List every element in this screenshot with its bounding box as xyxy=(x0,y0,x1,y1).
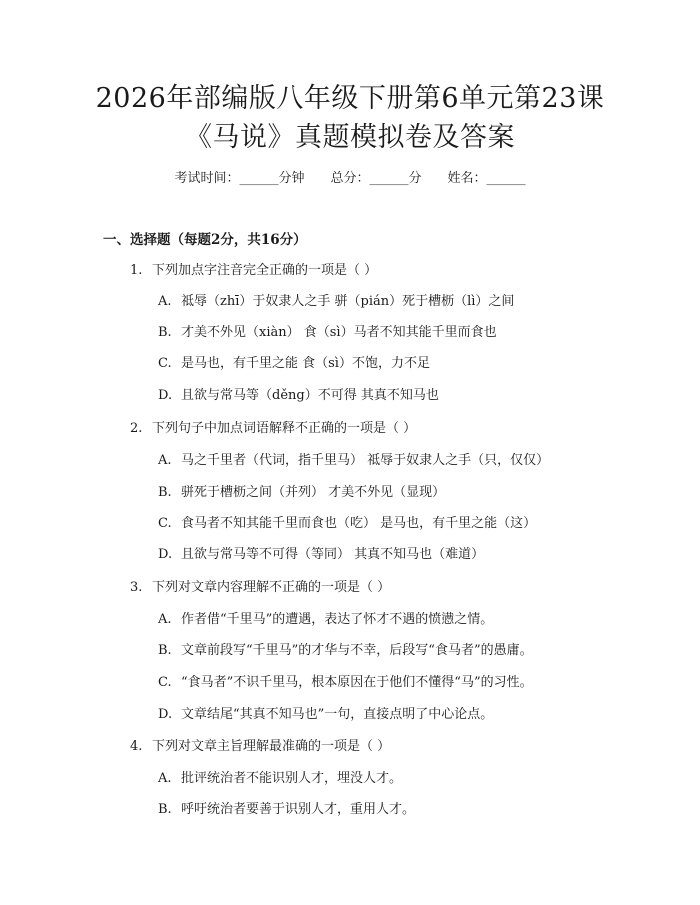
option-letter: D. xyxy=(158,388,173,403)
question-3-option-c xyxy=(158,674,533,692)
question-4-option-a xyxy=(158,770,402,788)
option-text: 骈死于槽枥之间（并列） 才美不外见（显现） xyxy=(181,485,446,500)
question-3-option-d xyxy=(158,706,493,724)
question-text: 下列句子中加点词语解释不正确的一项是（ ） xyxy=(152,421,417,436)
question-1-option-d xyxy=(158,387,439,405)
option-text: 文章前段写“千里马”的才华与不幸，后段写“食马者”的愚庸。 xyxy=(181,643,533,658)
question-number: 3. xyxy=(130,580,143,595)
question-2-option-b xyxy=(158,484,445,502)
option-text: 且欲与常马等（děng）不可得 其真不知马也 xyxy=(181,388,439,403)
question-2-option-c xyxy=(158,515,536,533)
question-3-option-a xyxy=(158,611,493,629)
question-text: 下列对文章主旨理解最准确的一项是（ ） xyxy=(152,739,391,754)
option-letter: A. xyxy=(158,771,172,786)
page-subtitle: 《马说》真题模拟卷及答案 xyxy=(185,122,515,153)
option-letter: B. xyxy=(158,802,172,817)
option-text: 祗辱（zhī）于奴隶人之手 骈（pián）死于槽枥（lì）之间 xyxy=(181,294,515,309)
question-2-stem xyxy=(130,420,416,438)
option-text: 马之千里者（代词，指千里马） 祗辱于奴隶人之手（只，仅仅） xyxy=(181,453,550,468)
option-letter: B. xyxy=(158,485,172,500)
question-text: 下列对文章内容理解不正确的一项是（ ） xyxy=(152,580,391,595)
question-3-stem xyxy=(130,579,390,597)
option-letter: C. xyxy=(158,675,172,690)
option-letter: A. xyxy=(158,612,172,627)
option-letter: B. xyxy=(158,643,172,658)
exam-meta xyxy=(0,170,700,188)
question-1-stem xyxy=(130,262,377,280)
option-text: “食马者”不识千里马，根本原因在于他们不懂得“马”的习性。 xyxy=(181,675,533,690)
question-2-option-d xyxy=(158,546,484,564)
total-score-field: 总分：______分 xyxy=(330,171,422,186)
option-letter: B. xyxy=(158,325,172,340)
question-number: 2. xyxy=(130,421,143,436)
question-number: 1. xyxy=(130,263,143,278)
page-title: 2026年部编版八年级下册第6单元第23课 xyxy=(95,83,605,114)
question-4-option-b xyxy=(158,801,415,819)
option-text: 呼吁统治者要善于识别人才，重用人才。 xyxy=(181,802,416,817)
option-letter: A. xyxy=(158,453,172,468)
question-text: 下列加点字注音完全正确的一项是（ ） xyxy=(152,263,378,278)
option-letter: A. xyxy=(158,294,172,309)
option-text: 才美不外见（xiàn） 食（sì）马者不知其能千里而食也 xyxy=(181,325,497,340)
question-number: 4. xyxy=(130,739,143,754)
question-1-option-c xyxy=(158,355,430,373)
option-text: 且欲与常马等不可得（等同） 其真不知马也（难道） xyxy=(181,547,485,562)
question-2-option-a xyxy=(158,452,549,470)
option-letter: D. xyxy=(158,547,173,562)
name-field: 姓名：______ xyxy=(447,171,526,186)
exam-time-field: 考试时间：______分钟 xyxy=(174,171,305,186)
option-text: 作者借“千里马”的遭遇，表达了怀才不遇的愤懑之情。 xyxy=(181,612,494,627)
option-text: 食马者不知其能千里而食也（吃） 是马也，有千里之能（这） xyxy=(181,516,537,531)
option-letter: C. xyxy=(158,516,172,531)
question-1-option-b xyxy=(158,324,497,342)
question-1-option-a xyxy=(158,293,514,311)
question-3-option-b xyxy=(158,642,533,660)
option-text: 是马也，有千里之能 食（sì）不饱，力不足 xyxy=(181,356,430,371)
option-text: 文章结尾“其真不知马也”一句，直接点明了中心论点。 xyxy=(181,707,494,722)
option-letter: D. xyxy=(158,707,173,722)
option-letter: C. xyxy=(158,356,172,371)
option-text: 批评统治者不能识别人才，埋没人才。 xyxy=(181,771,403,786)
question-4-stem xyxy=(130,738,390,756)
section-heading: 一、选择题（每题2分，共16分） xyxy=(103,232,307,248)
